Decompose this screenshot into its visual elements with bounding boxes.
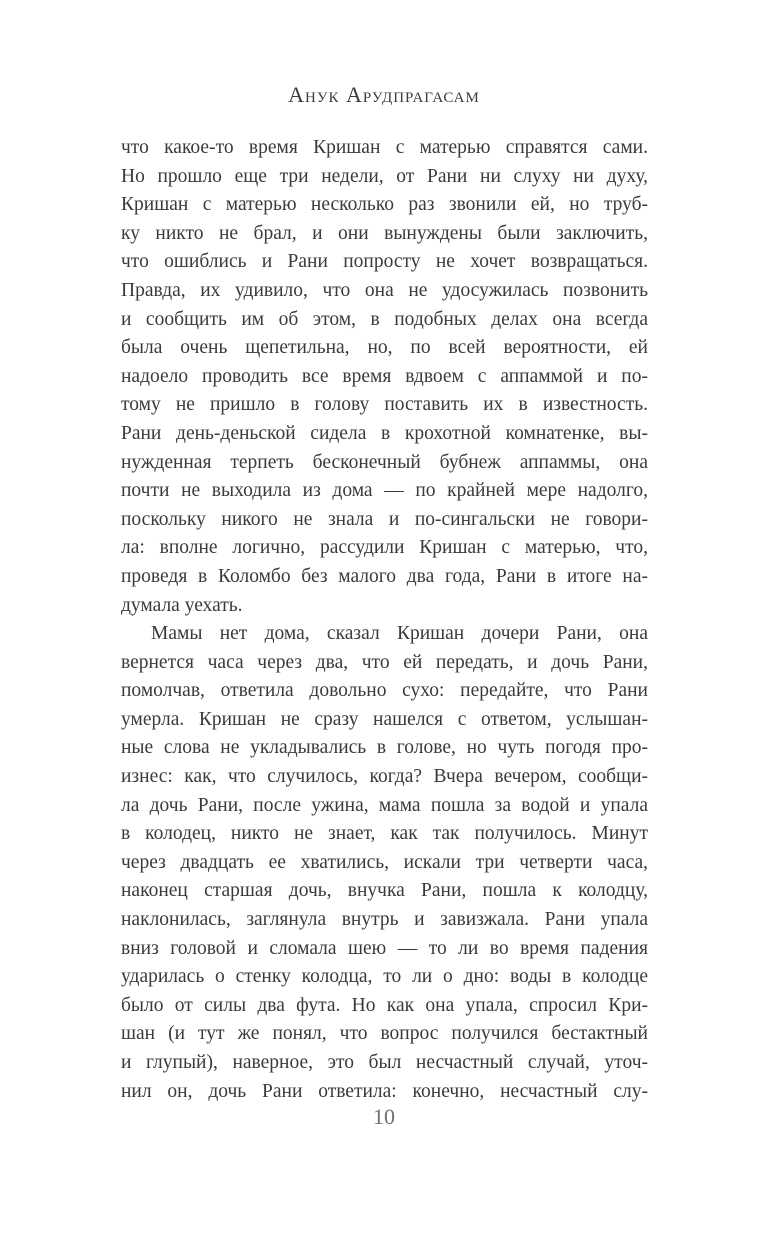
text-line: вернется часа через два, что ей передать, и дочь Рани, [121, 651, 648, 673]
text-line: умерла. Кришан не сразу нашелся с ответом, услышан- [121, 708, 648, 730]
text-line: надоело проводить все время вдвоем с аппаммой и по- [121, 365, 648, 387]
text-line: вниз головой и сломала шею — то ли во время падения [121, 937, 648, 959]
text-line: что какое-то время Кришан с матерью справятся сами. [121, 137, 648, 158]
text-line: нил он, дочь Рани ответила: конечно, несчастный слу- [121, 1080, 648, 1102]
text-line: наконец старшая дочь, внучка Рани, пошла к колодцу, [121, 880, 648, 902]
text-line: изнес: как, что случилось, когда? Вчера вечером, сообщи- [121, 766, 648, 788]
text-line: нужденная терпеть бесконечный бубнеж аппаммы, она [121, 451, 648, 473]
text-line: поскольку никого не знала и по-сингальски не говори- [121, 508, 648, 530]
text-line: Но прошло еще три недели, от Рани ни слуху ни духу, [121, 165, 648, 187]
text-line: ударилась о стенку колодца, то ли о дно: воды в колодце [121, 966, 648, 988]
text-line: тому не пришло в голову поставить их в известность. [121, 394, 648, 416]
text-line: ла: вполне логично, рассудили Кришан с матерью, что, [121, 537, 648, 559]
text-line: шан (и тут же понял, что вопрос получился бестактный [121, 1023, 648, 1045]
text-line: в колодец, никто не знает, как так получилось. Минут [121, 823, 648, 845]
text-line: Рани день-деньской сидела в крохотной комнатенке, вы- [121, 422, 648, 444]
text-line: помолчав, ответила довольно сухо: передайте, что Рани [121, 680, 648, 702]
text-line: и сообщить им об этом, в подобных делах она всегда [121, 308, 648, 330]
text-line: Мамы нет дома, сказал Кришан дочери Рани, она [151, 623, 648, 645]
text-line: наклонилась, заглянула внутрь и завизжала. Рани упала [121, 909, 648, 931]
text-line: и глупый), наверное, это был несчастный случай, уточ- [121, 1052, 648, 1073]
text-line: думала уехать. [121, 594, 243, 616]
running-header-author: Анук Арудпрагасам [288, 82, 480, 107]
text-line: ла дочь Рани, после ужина, мама пошла за водой и упала [121, 794, 648, 816]
text-line: Правда, их удивило, что она не удосужилась позвонить [121, 279, 648, 301]
text-line: было от силы два фута. Но как она упала, спросил Кри- [121, 994, 648, 1016]
page-number: 10 [373, 1104, 395, 1129]
text-line: через двадцать ее хватились, искали три четверти часа, [121, 851, 648, 873]
text-line: ные слова не укладывались в голове, но чуть погодя про- [121, 737, 648, 759]
text-line: была очень щепетильна, но, по всей вероятности, ей [121, 337, 648, 359]
body-text [121, 134, 648, 1106]
text-line: что ошиблись и Рани попросту не хочет возвращаться. [121, 251, 648, 273]
text-line: проведя в Коломбо без малого два года, Рани в итоге на- [121, 565, 648, 587]
text-line: почти не выходила из дома — по крайней мере надолго, [121, 480, 648, 502]
text-line: Кришан с матерью несколько раз звонили ей, но труб- [121, 194, 648, 216]
text-line: ку никто не брал, и они вынуждены были заключить, [121, 222, 648, 244]
